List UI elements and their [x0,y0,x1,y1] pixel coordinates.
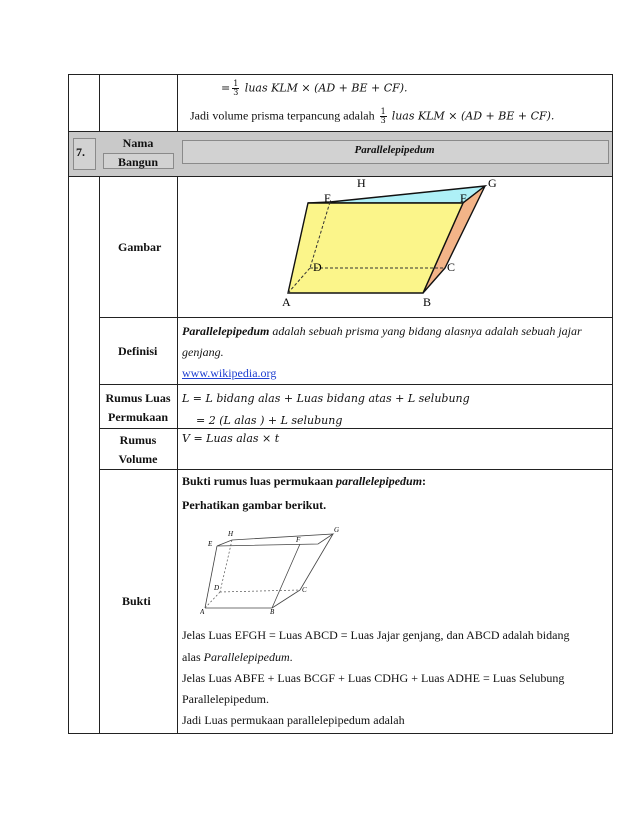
sketch-hidden-dh [220,540,232,592]
vertex-label-a: A [282,295,291,309]
row-divider-gambar [99,317,613,318]
sketch-hidden-dc [220,590,300,592]
top-formula: = $\frac{1}{3}$ luas KLM × (AD + BE + CF). [221,79,408,97]
header-value: Parallelepipedum [354,144,435,156]
bukti-p2-line2: Parallelepipedum. [182,692,269,706]
table-border-bottom [68,733,613,734]
sketch-edge-bf [272,544,300,608]
vertex-label-f: F [460,191,467,205]
row-divider-rumus-volume [99,469,613,470]
face-top [308,186,485,203]
definisi-line1 [182,324,582,339]
sketch-label-c: C [302,586,307,594]
fraction-numerator: 1 [233,79,239,88]
bukti-heading-suffix: : [422,474,427,488]
sketch-label-e: E [208,540,213,548]
bukti-p1-line2 [182,650,293,665]
rumus-luas-formula-line1: L = L bidang alas + Luas bidang atas + L selubung [182,392,470,405]
row-divider-definisi [99,384,613,385]
conclusion-text: Jadi volume prisma terpancung adalah [190,108,375,123]
vertex-label-d: D [313,260,322,274]
bukti-p3: Jadi Luas permukaan parallelepipedum adalah [182,713,405,727]
bukti-sketch-figure [200,520,350,615]
rumus-volume-label-line1: Rumus [119,433,157,447]
parallelepiped-figure [280,175,510,315]
bukti-p1-line1: Jelas Luas EFGH = Luas ABCD = Luas Jajar genjang, dan ABCD adalah bidang [182,628,570,642]
definisi-text: adalah sebuah prisma yang bidang alasnya adalah sebuah jajar [272,324,582,338]
wikipedia-link[interactable]: www.wikipedia.org [182,366,277,380]
sketch-edge-cg [300,534,333,590]
vertex-label-h: H [357,176,366,190]
bukti-subheading: Perhatikan gambar berikut. [182,498,327,512]
rumus-luas-formula-line2: = 2 (L alas ) + L selubung [196,414,343,427]
gambar-label: Gambar [118,240,162,254]
sketch-label-d: D [214,584,220,592]
header-label-line2: Bangun [117,155,159,169]
top-conclusion: Jadi volume prisma terpancung adalah $\frac{1}{3}$ luas KLM × (AD + BE + CF). [190,107,555,125]
rumus-volume-label-line2: Volume [118,452,158,466]
sketch-label-h: H [228,530,234,538]
header-number: 7. [76,145,85,159]
vertex-label-e: E [324,191,332,205]
sketch-label-a: A [200,608,205,615]
header-label-line1: Nama [122,136,154,150]
definisi-label: Definisi [118,344,158,358]
vertex-label-c: C [447,260,456,274]
bukti-p2-line1: Jelas Luas ABFE + Luas BCGF + Luas CDHG + Luas ADHE = Luas Selubung [182,671,565,685]
bukti-heading [182,474,426,489]
sketch-label-b: B [270,608,275,615]
sketch-label-f: F [296,536,301,544]
top-formula-text: luas KLM × (AD + BE + CF). [241,81,408,95]
rumus-luas-label-line1: Rumus Luas [105,391,171,405]
fraction-denominator: 3 [233,88,239,97]
bukti-heading-term: parallelepipedum [336,474,423,488]
rumus-volume-formula: V = Luas alas × t [182,432,280,445]
sketch-edge-ae [205,546,220,608]
vertex-label-b: B [423,295,432,309]
sketch-top-face [217,534,333,546]
table-border-top [68,74,613,75]
sketch-label-g: G [334,526,340,534]
bukti-heading-prefix: Bukti rumus luas permukaan [182,474,334,488]
bukti-p1-suffix: . [289,650,293,664]
conclusion-formula: luas KLM × (AD + BE + CF). [391,109,555,123]
bukti-p1-prefix: alas [182,650,201,664]
definisi-line2: genjang. [182,345,224,359]
vertex-label-g: G [488,176,497,190]
face-front [288,203,463,293]
table-border-right [612,74,613,734]
rumus-luas-label-line2: Permukaan [108,410,168,424]
row-divider-rumus-luas [99,428,613,429]
definisi-term: Parallelepipedum [182,324,270,338]
bukti-p1-term: Parallelepipedum [203,650,290,664]
bukti-label: Bukti [122,594,151,608]
